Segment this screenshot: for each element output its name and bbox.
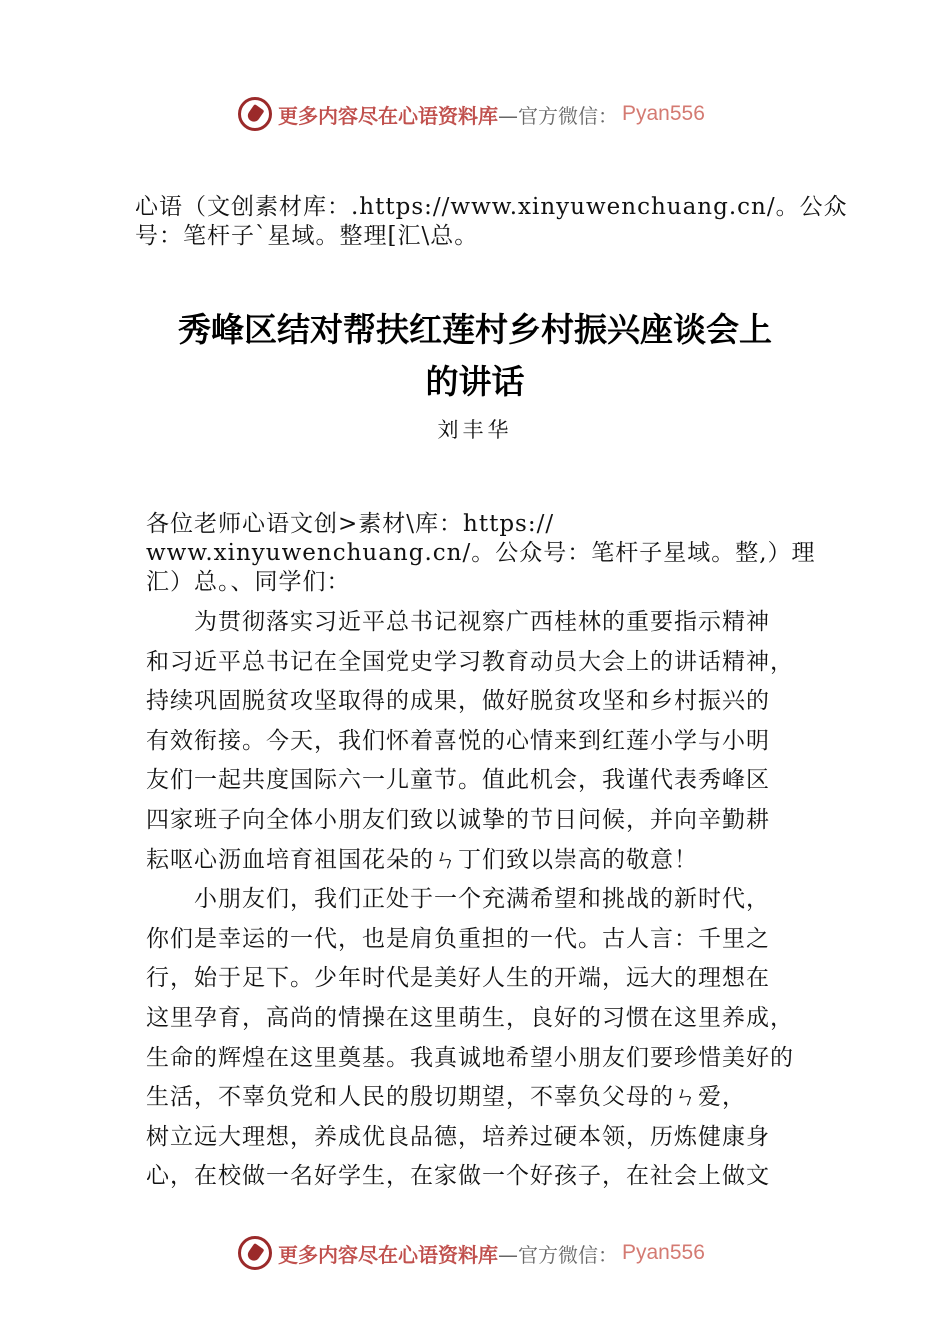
author: 刘丰华 xyxy=(437,418,513,442)
watermark-banner-top xyxy=(238,96,705,132)
body-line: 持续巩固脱贫攻坚取得的成果，做好脱贫攻坚和乡村振兴的 xyxy=(146,688,770,715)
body-line: 树立远大理想，养成优良品德，培养过硬本领，历炼健康身 xyxy=(146,1123,770,1150)
body-line: 生活，不辜负党和人民的殷切期望，不辜负父母的ㄣ爱， xyxy=(146,1084,746,1111)
banner-id-text: Pyan556 xyxy=(622,102,705,125)
body-line: 行，始于足下。少年时代是美好人生的开端，远大的理想在 xyxy=(146,965,770,992)
greeting-line: www.xinyuwenchuang.cn/。公众号：笔杆子星域。整,）理 xyxy=(146,540,816,566)
header-line: 号：笔杆子`星域。整理[汇\总。 xyxy=(135,223,479,249)
body-line: 耘呕心沥血培育祖国花朵的ㄣ丁们致以崇高的敬意！ xyxy=(146,846,698,873)
banner-main-text: 更多内容尽在心语资料库 xyxy=(278,1242,498,1267)
greeting-line: 各位老师心语文创>素材\库：https:// xyxy=(146,511,555,537)
pen-logo-icon xyxy=(238,1236,272,1270)
greeting-line: 汇）总。、同学们： xyxy=(146,569,351,595)
page-title: 的讲话 xyxy=(425,362,525,401)
banner-sep-text: —官方微信： xyxy=(498,103,618,128)
body-line: 和习近平总书记在全国党史学习教育动员大会上的讲话精神， xyxy=(146,648,794,675)
banner-sep-text: —官方微信： xyxy=(498,1242,618,1267)
body-line: 为贯彻落实习近平总书记视察广西桂林的重要指示精神 xyxy=(146,609,770,635)
banner-id-text: Pyan556 xyxy=(622,1241,705,1264)
body-line: 友们一起共度国际六一儿童节。值此机会，我谨代表秀峰区 xyxy=(146,767,770,794)
banner-main-text: 更多内容尽在心语资料库 xyxy=(278,103,498,128)
header-line: 心语（文创素材库：.https://www.xinyuwenchuang.cn/。公众 xyxy=(135,194,848,220)
watermark-banner-bottom xyxy=(238,1235,705,1271)
body-line: 你们是幸运的一代，也是肩负重担的一代。古人言：千里之 xyxy=(146,925,770,952)
body-line: 这里孕育，高尚的情操在这里萌生，良好的习惯在这里养成， xyxy=(146,1005,794,1031)
body-line: 四家班子向全体小朋友们致以诚挚的节日问候，并向辛勤耕 xyxy=(146,807,770,833)
body-line: 生命的辉煌在这里奠基。我真诚地希望小朋友们要珍惜美好的 xyxy=(146,1044,794,1071)
pen-logo-icon xyxy=(238,97,272,131)
body-line: 小朋友们，我们正处于一个充满希望和挑战的新时代， xyxy=(146,886,770,913)
page-title: 秀峰区结对帮扶红莲村乡村振兴座谈会上 xyxy=(178,310,772,349)
body-line: 有效衔接。今天，我们怀着喜悦的心情来到红莲小学与小明 xyxy=(146,727,770,754)
body-line: 心，在校做一名好学生，在家做一个好孩子，在社会上做文 xyxy=(146,1163,770,1190)
